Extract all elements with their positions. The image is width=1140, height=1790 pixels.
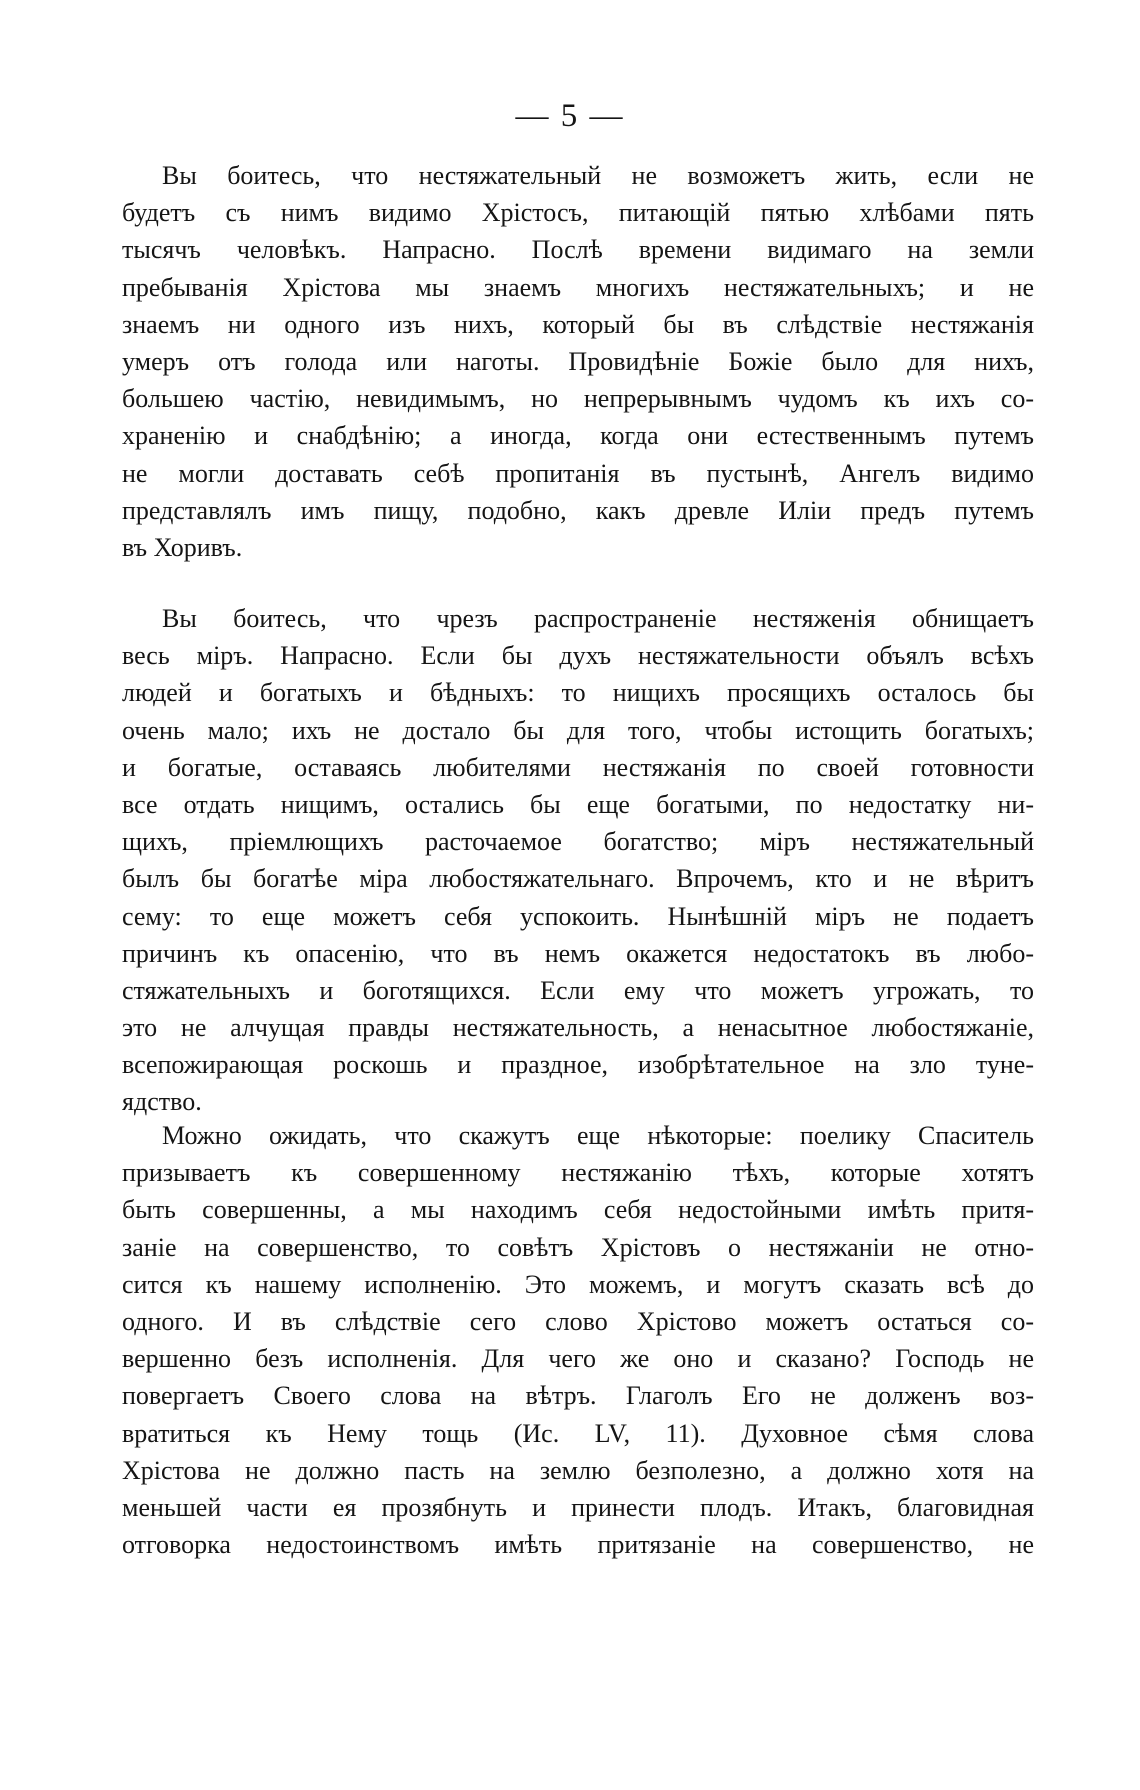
text-line: всепожирающая роскошь и праздное, изобрѣтательное на зло туне- [122,1050,1034,1080]
text-line: быть совершенны, а мы находимъ себя недостойными имѣть притя- [122,1195,1034,1225]
text-line: повергаетъ Своего слова на вѣтръ. Глаголъ Его не долженъ воз- [122,1381,1034,1411]
text-line: вершенно безъ исполненія. Для чего же оно и сказано? Господь не [122,1344,1034,1374]
text-line: Можно ожидать, что скажутъ еще нѣкоторые: поелику Спаситель [162,1121,1034,1150]
text-line: знаемъ ни одного изъ нихъ, который бы въ слѣдствіе нестяжанія [122,309,1034,339]
text-line: ядство. [122,1087,202,1117]
text-line: отговорка недостоинствомъ имѣть притязаніе на совершенство, не [122,1530,1034,1560]
text-line: Вы боитесь, что чрезъ распространеніе нестяженія обнищаетъ [162,604,1034,633]
text-line: сему: то еще можетъ себя успокоить. Нынѣшній міръ не подаетъ [122,901,1034,931]
text-line: большею частію, невидимымъ, но непрерывнымъ чудомъ къ ихъ со- [122,384,1034,414]
text-line: заніе на совершенство, то совѣтъ Хрістовъ о нестяжаніи не отно- [122,1232,1034,1262]
text-line: тысячъ человѣкъ. Напрасно. Послѣ времени видимаго на земли [122,235,1034,265]
text-line: Хрістова не должно пасть на землю безполезно, а должно хотя на [122,1455,1034,1485]
text-line: весь міръ. Напрасно. Если бы духъ нестяжательности объялъ всѣхъ [122,641,1034,671]
text-line: и богатые, оставаясь любителями нестяжанія по своей готовности [122,752,1034,782]
text-line: въ Хоривъ. [122,532,243,562]
page-number: — 5 — [515,98,625,134]
paragraph-1 [122,157,1034,566]
text-line: призываетъ къ совершенному нестяжанію тѣхъ, которые хотятъ [122,1158,1034,1188]
text-line: вратиться къ Нему тощь (Ис. LV, 11). Духовное сѣмя слова [122,1418,1034,1448]
text-line: Вы боитесь, что нестяжательный не возможетъ жить, если не [162,161,1034,190]
text-line: не могли доставать себѣ пропитанія въ пустынѣ, Ангелъ видимо [122,458,1034,488]
text-line: будетъ съ нимъ видимо Хрістосъ, питающій пятью хлѣбами пять [122,198,1034,228]
text-line: сится къ нашему исполненію. Это можемъ, и могутъ сказать всѣ до [122,1269,1034,1299]
text-line: стяжательныхъ и боготящихся. Если ему что можетъ угрожать, то [122,975,1034,1005]
text-line: людей и богатыхъ и бѣдныхъ: то нищихъ просящихъ осталось бы [122,678,1034,708]
text-line: умеръ отъ голода или наготы. Провидѣніе Божіе было для нихъ, [122,346,1034,376]
text-line: храненію и снабдѣнію; а иногда, когда они естественнымъ путемъ [122,421,1034,451]
text-line: меньшей части ея прозябнуть и принести плодъ. Итакъ, благовидная [122,1492,1034,1522]
text-line: одного. И въ слѣдствіе сего слово Хрістово можетъ остаться со- [122,1306,1034,1336]
paragraph-2 [122,600,1034,1121]
text-line: причинъ къ опасенію, что въ немъ окажется недостатокъ въ любо- [122,938,1034,968]
text-line: все отдать нищимъ, остались бы еще богатыми, по недостатку ни- [122,789,1034,819]
text-line: щихъ, пріемлющихъ расточаемое богатство; міръ нестяжательный [122,827,1034,857]
text-line: былъ бы богатѣе міра любостяжательнаго. Впрочемъ, кто и не вѣритъ [122,864,1034,894]
paragraph-3 [122,1117,1034,1563]
text-line: это не алчущая правды нестяжательность, а ненасытное любостяжаніе, [122,1013,1034,1043]
text-line: очень мало; ихъ не достало бы для того, чтобы истощить богатыхъ; [122,715,1034,745]
text-line: пребыванія Хрістова мы знаемъ многихъ нестяжательныхъ; и не [122,272,1034,302]
text-line: представлялъ имъ пищу, подобно, какъ древле Иліи предъ путемъ [122,495,1034,525]
